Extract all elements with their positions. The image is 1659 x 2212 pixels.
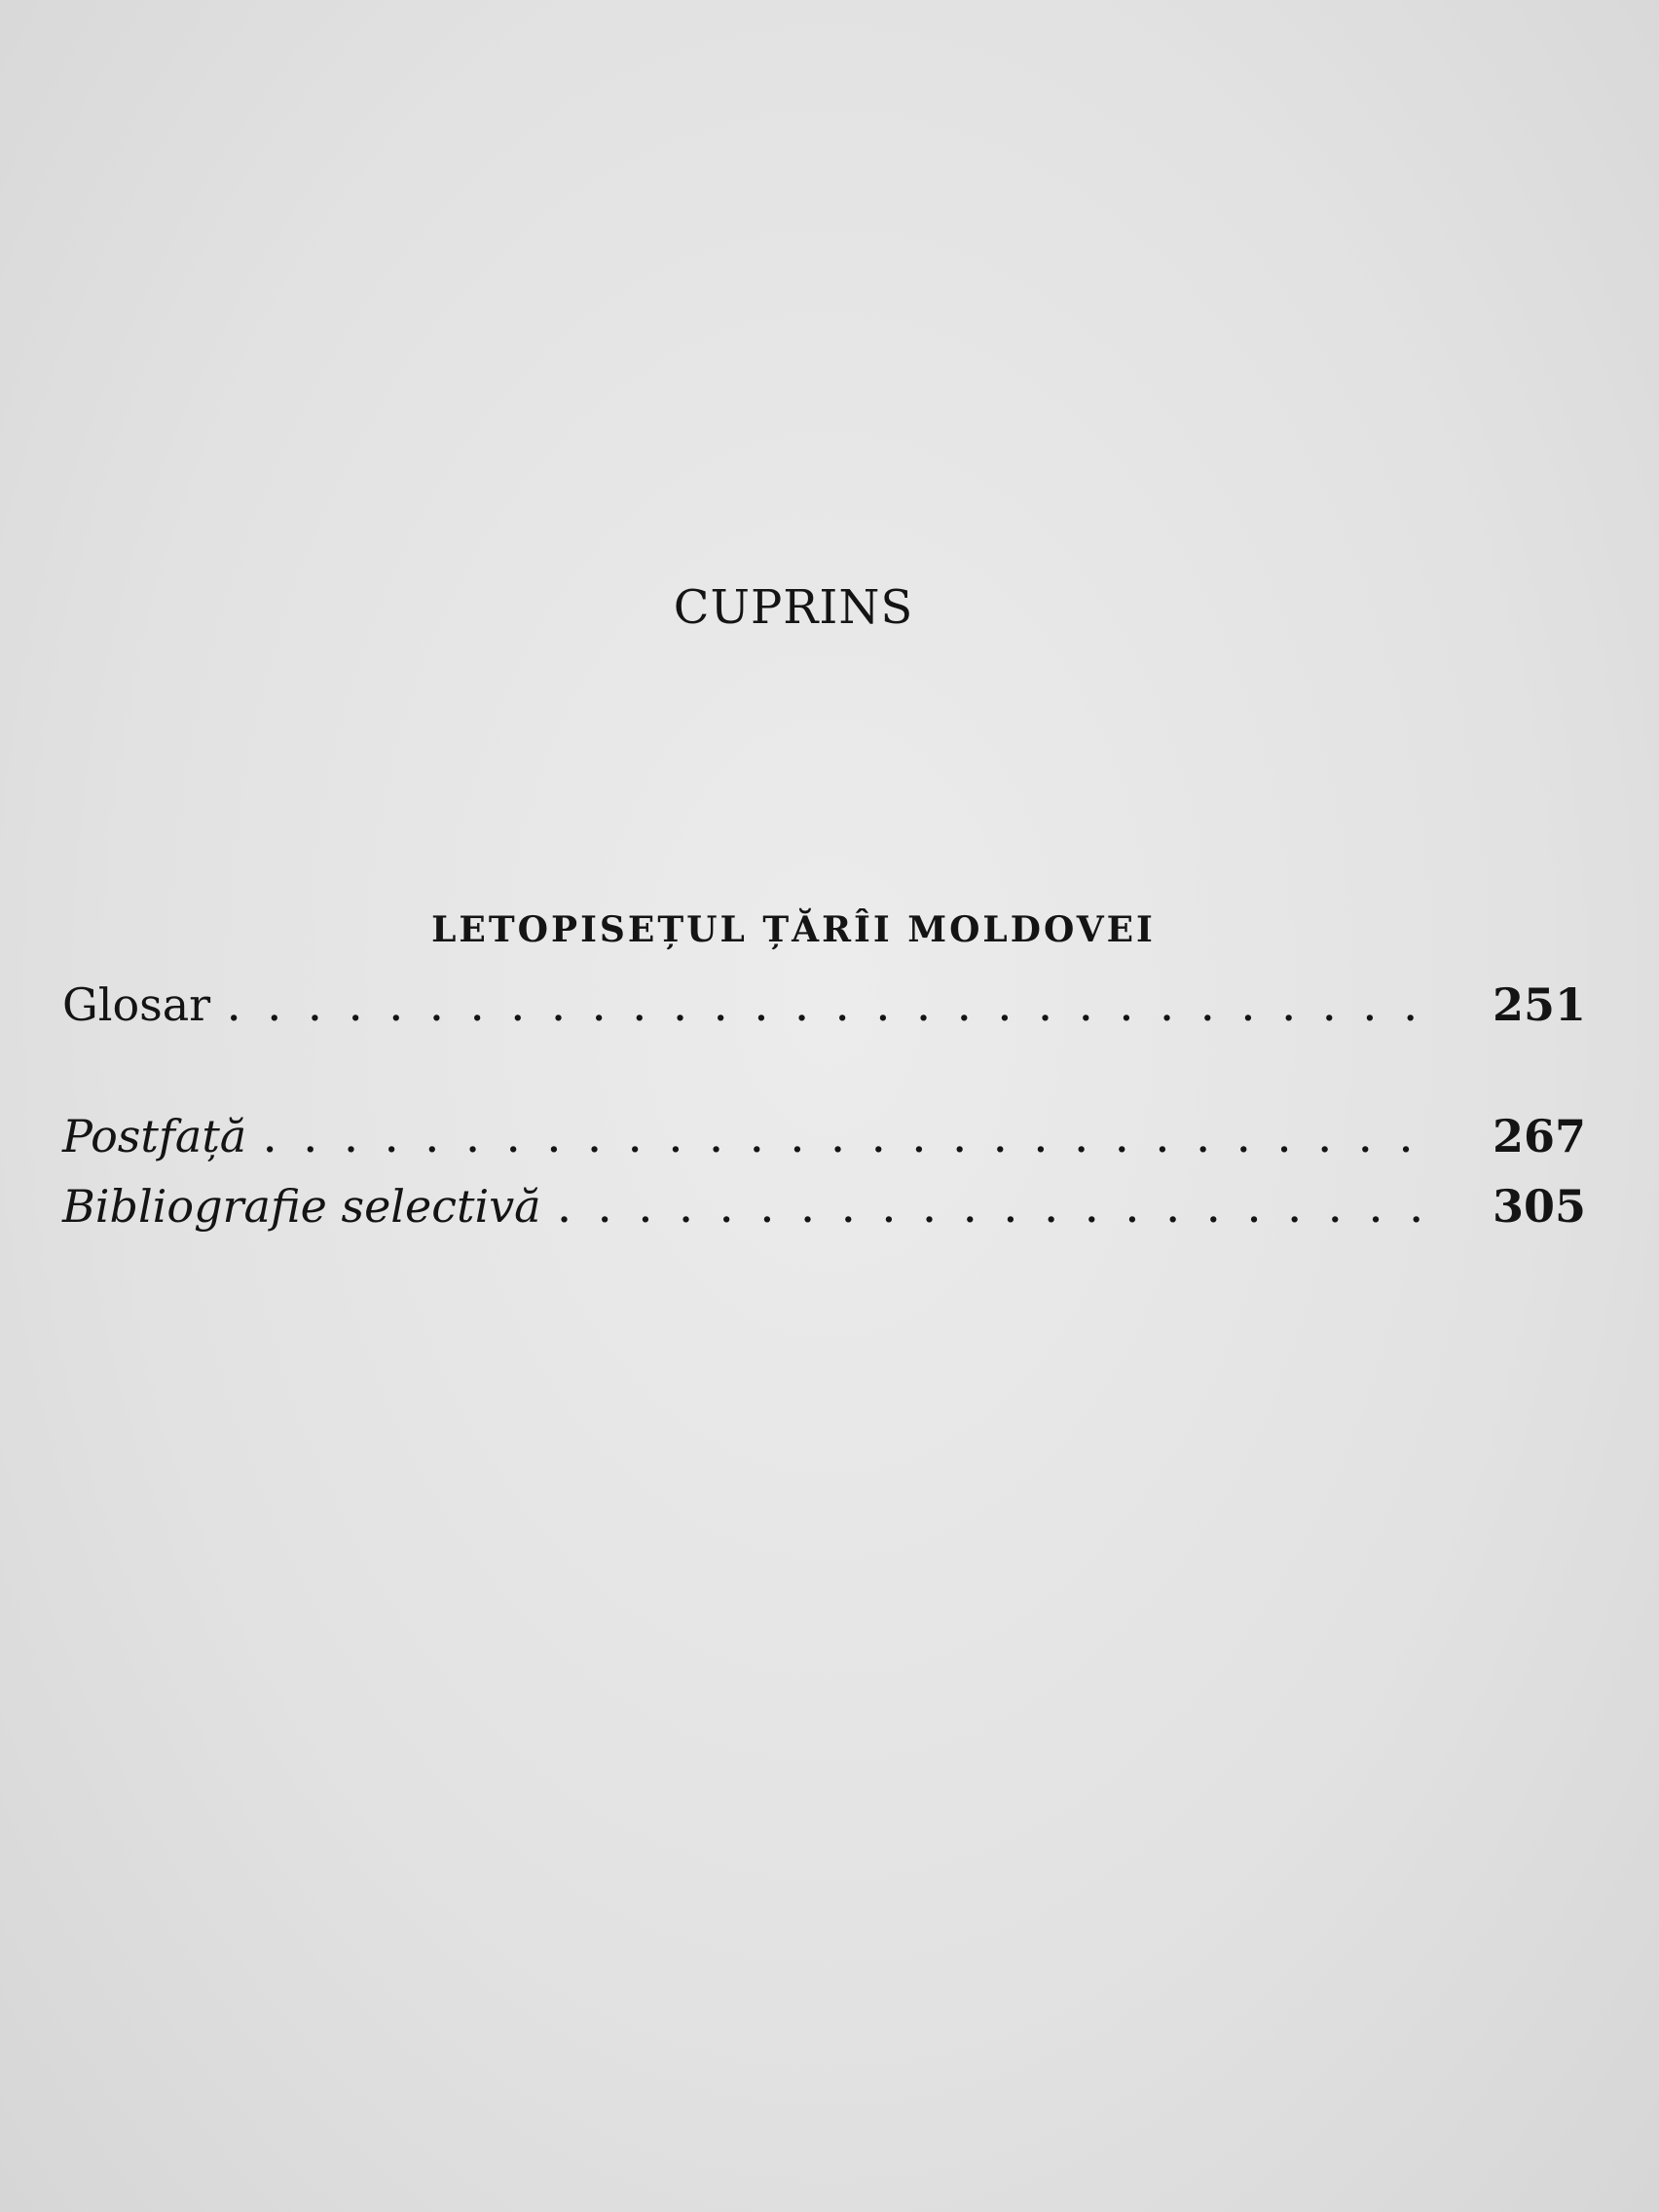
dot-leader: [559, 1192, 1434, 1231]
section-title: LETOPISEȚUL ȚĂRÎI MOLDOVEI: [431, 909, 1156, 950]
toc-entry-page-number: 251: [1492, 978, 1586, 1031]
toc-entry-label: Glosar: [62, 978, 211, 1031]
page-title: CUPRINS: [673, 580, 914, 635]
toc-entry-bibliografie: [62, 1180, 1586, 1233]
toc-entry-label: Postfață: [62, 1110, 247, 1162]
toc-entry-glosar: [62, 978, 1586, 1031]
toc-entry-postfata: [62, 1110, 1586, 1162]
toc-entry-label: Bibliografie selectivă: [62, 1180, 541, 1233]
dot-leader: [264, 1122, 1434, 1161]
toc-entry-page-number: 267: [1492, 1110, 1586, 1162]
toc-entry-page-number: 305: [1492, 1180, 1586, 1233]
dot-leader: [228, 990, 1434, 1029]
